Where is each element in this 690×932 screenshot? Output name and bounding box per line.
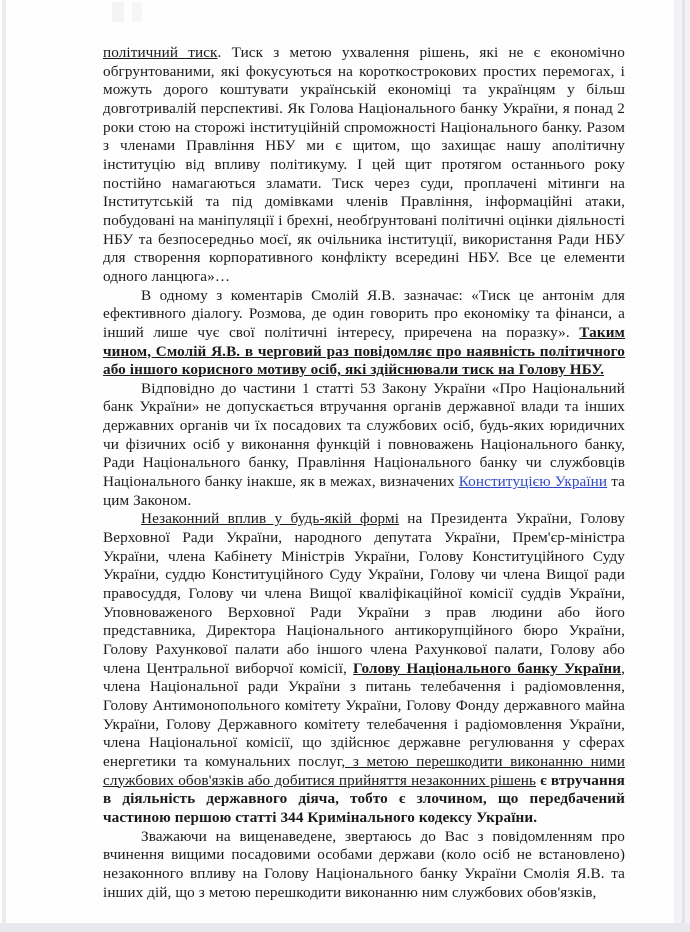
constitution-link[interactable]: Конституцією України (458, 473, 608, 491)
text-run: Зважаючи на вищенаведене, звертаюсь до Вас з повідомленням про вчинення вищими посадовими особами держави (коло осіб не встановлено) незаконного впливу на Голову Національного банку України Смолія Я.В. та інших дій, що з метою перешкодити виконанню ним службових обов'язків, (103, 827, 625, 901)
paragraph-1 (103, 44, 625, 287)
text-run: Таким чином, Смолій Я.В. в черговий раз повідомляє про наявність політичного або іншого корисного мотиву осіб, які здійснювали тиск на Голову НБУ. (103, 323, 625, 379)
text-run: політичний тиск (103, 44, 218, 61)
text-run: Відповідно до частини 1 статті 53 Закону України «Про Національний банк України» не допускається втручання органів державної влади та інших державних органів чи їх посадових та службових осіб, будь-яких юридичних чи фізичних осіб у виконання функцій і повноважень Національного банку, Ради Національного банку, Правління Національного банку чи службовців Національного банку інакше, як в межах, визначених (103, 379, 625, 491)
scan-edge-right-line (682, 0, 685, 932)
scan-artifact (112, 2, 170, 22)
text-run: та цим Законом. (103, 473, 625, 509)
text-run: , члена Національної ради України з питань телебачення і радіомовлення, Голову Антимонопольного комітету України, Голову Фонду державного майна України, Голову Державного комітету телебачення і радіомовлення України, члена Національної комісії, що здійснює державне регулювання у сферах енергетики та комунальних послуг (103, 659, 625, 770)
text-run: В одному з коментарів Смолій Я.В. зазначає: «Тиск це антонім для ефективного діалогу. Розмова, де один говорить про економіку та фінанси, а інший лише чує свої політичні інтересу, приречена на поразку». (103, 286, 625, 341)
scan-bottom-bar (0, 923, 690, 932)
paragraph-2 (103, 287, 625, 380)
scan-edge-left-line (2, 0, 6, 932)
text-run: Незаконний вплив у будь-якій формі (141, 510, 400, 528)
paragraph-3 (103, 380, 625, 511)
document-text (103, 44, 625, 902)
paragraph-5 (103, 828, 625, 903)
text-run: на Президента України, Голову Верховної Ради України, народного депутата України, Прем'єр-міністра України, члена Кабінету Міністрів України, Голову Конституційного Суду України, суддю Конституційного Суду України, Голову чи члена Вищої ради правосуддя, Голову чи члена Вищої кваліфікаційної комісії суддів України, Уповноваженого Верховної Ради України з прав людини або його представника, Директора Національного антикорупційного бюро України, Голову Рахункової палати або іншого члена Рахункової палати, Голову або члена Центральної виборчої комісії, (103, 510, 625, 677)
text-run: є втручання в діяльність державного діяча, тобто є злочином, що передбачений частиною першою статті 344 Кримінального кодексу України. (103, 771, 625, 826)
text-run: Голову Національного банку України (353, 659, 622, 677)
text-run: , з метою перешкодити виконанню ними службових обов'язків або добитися прийняття незаконних рішень (103, 752, 625, 789)
paragraph-4 (103, 510, 625, 827)
text-run: . Тиск з метою ухвалення рішень, які не є економічно обгрунтованими, які фокусуються на короткострокових простих перемогах, і можуть дорого коштувати українській економіці та українцям у більш довготривалій перспективі. Як Голова Національного банку України, я понад 2 роки стою на сторожі інституційній спроможності Національного банку. Разом з членами Правління НБУ ми є щитом, що захищає нашу аполітичну інституцію від впливу політикуму. І цей щит протягом останнього року постійно намагаються зламати. Тиск через суди, проплачені мітинги на Інститутській та під домівками членів Правління, інформаційні атаки, побудовані на маніпуляції і брехні, необґрунтовані політичні оцінки діяльності НБУ та безпосередньо моєї, як очільника інституції, використання Ради НБУ для створення корпоративного конфлікту всередині НБУ. Все це елементи одного ланцюга»… (103, 44, 625, 285)
